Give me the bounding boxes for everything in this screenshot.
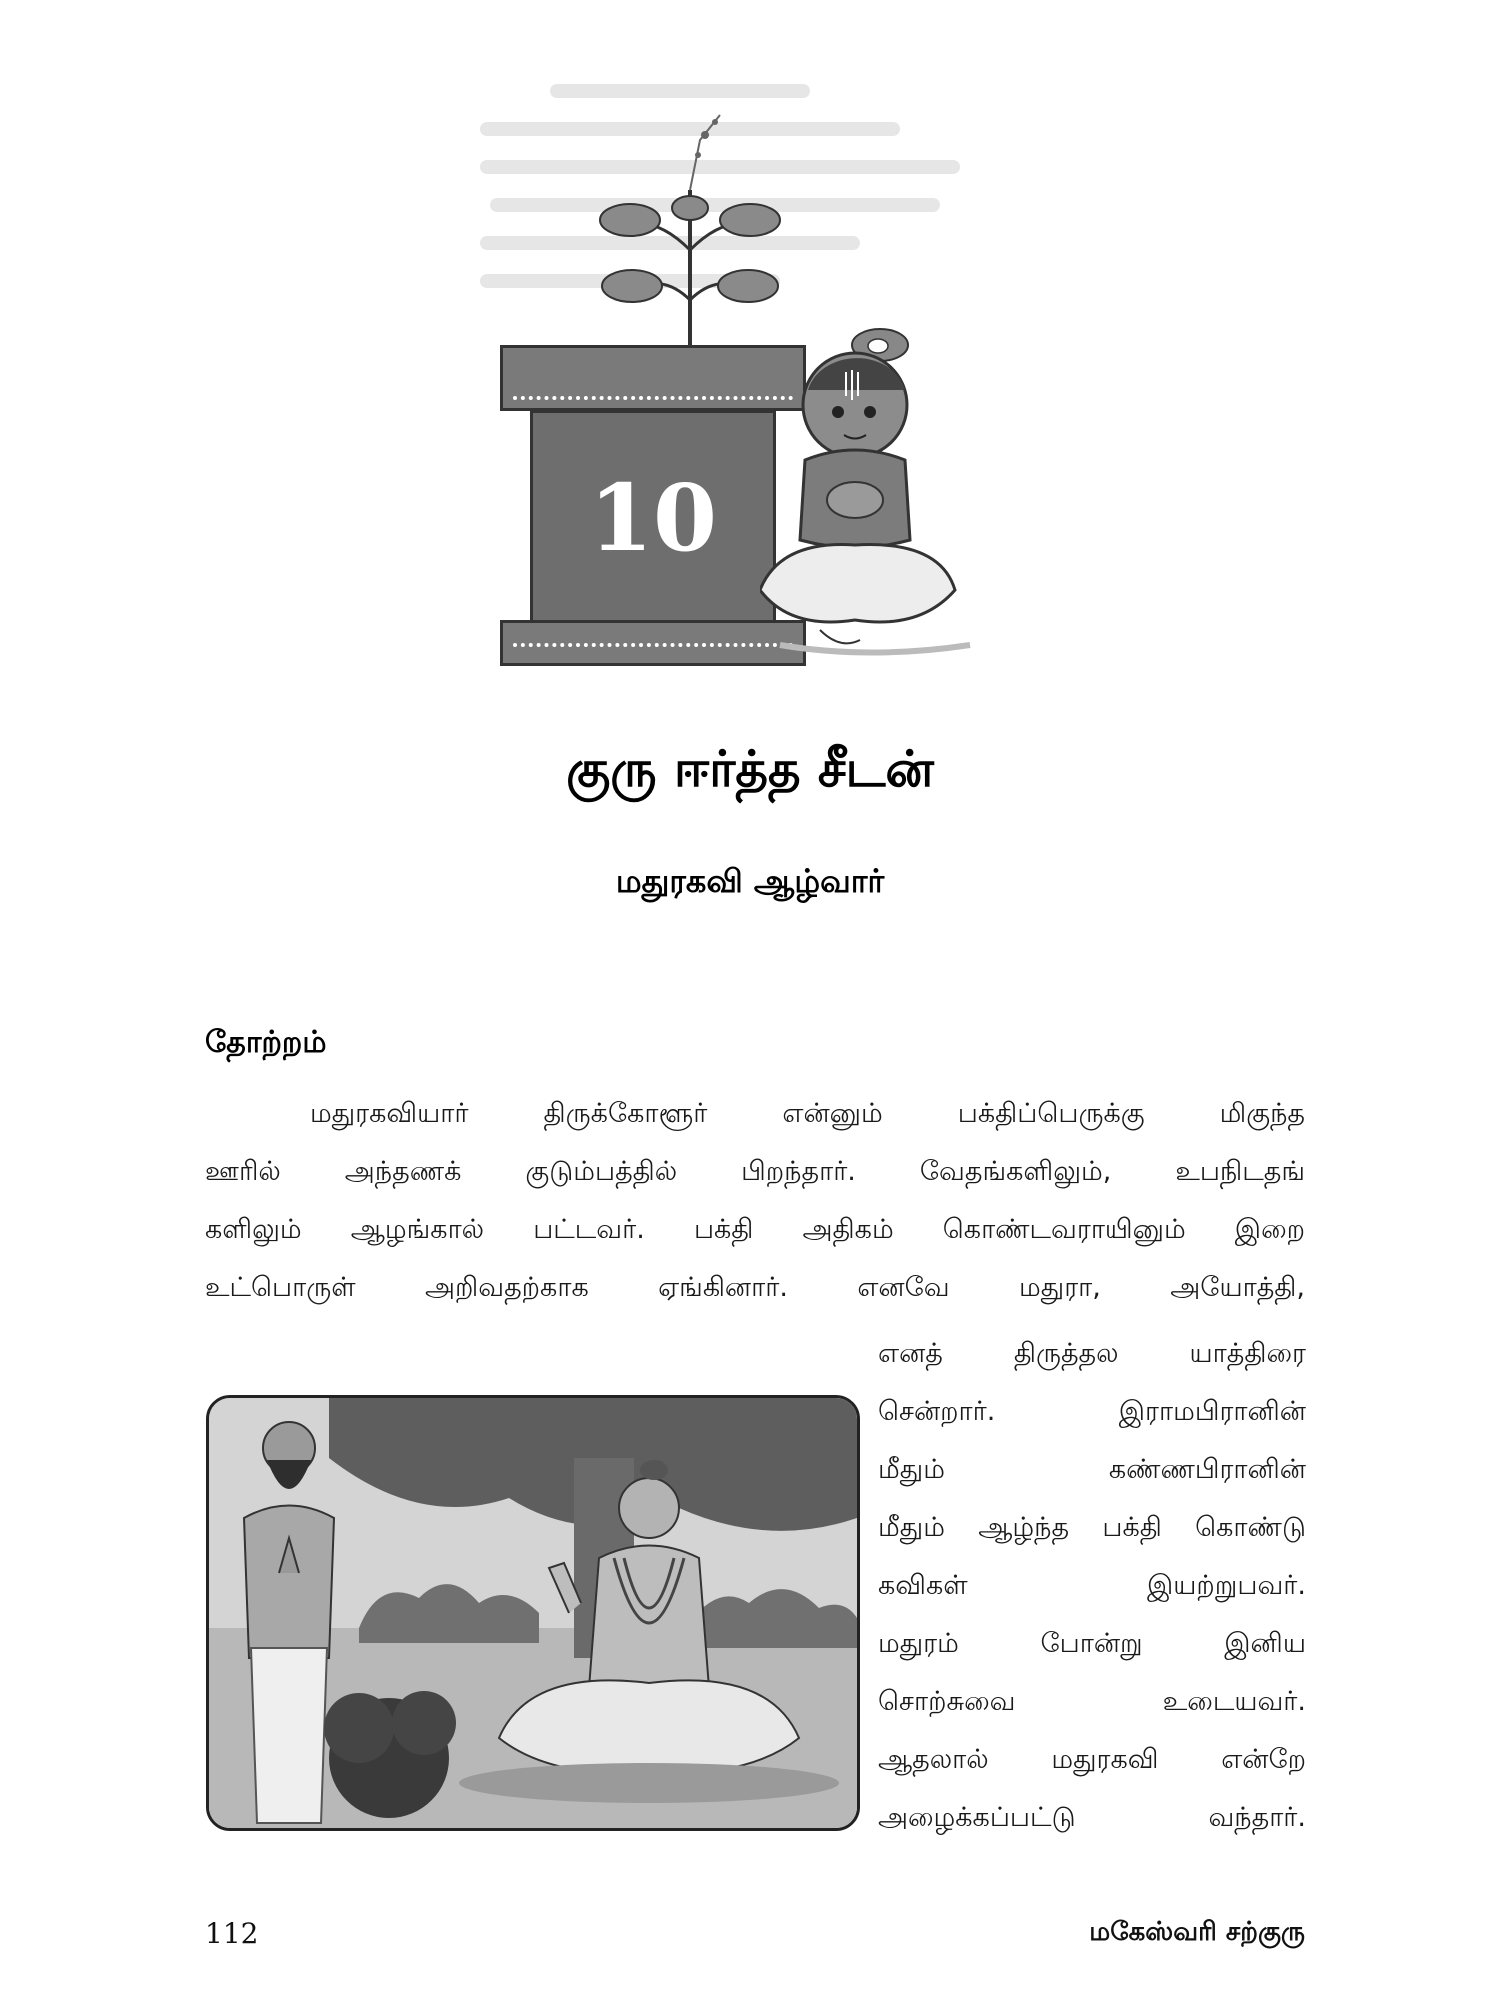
section-heading: தோற்றம் — [205, 1025, 327, 1060]
paragraph-line: மதுரம் போன்று இனிய — [878, 1628, 1306, 1659]
chapter-title: குரு ஈர்த்த சீடன் — [566, 740, 934, 798]
paragraph-right-column — [878, 1325, 1306, 1847]
paragraph-line: சொற்சுவை உடையவர். — [878, 1686, 1306, 1717]
paragraph-line: மதுரகவியார் திருக்கோளூர் என்னும் பக்திப்பெருக்கு மிகுந்த — [310, 1098, 1305, 1129]
two-saints-icon — [209, 1398, 857, 1828]
paragraph-line: கவிகள் இயற்றுபவர். — [878, 1570, 1306, 1601]
chapter-illustration — [480, 60, 1020, 660]
tulsi-pedestal — [500, 285, 800, 655]
chapter-subtitle: மதுரகவி ஆழ்வார் — [615, 862, 885, 900]
saints-photo — [206, 1395, 860, 1831]
paragraph-line: சென்றார். இராமபிரானின் — [878, 1396, 1306, 1427]
chapter-number: 10 — [588, 464, 718, 572]
page-number: 112 — [205, 1917, 259, 1950]
paragraph-line: உட்பொருள் அறிவதற்காக ஏங்கினார். எனவே மதுரா, அயோத்தி, — [205, 1272, 1305, 1303]
paragraph-line: மீதும் ஆழ்ந்த பக்தி கொண்டு — [878, 1512, 1306, 1543]
footer-author: மகேஸ்வரி சற்குரு — [1089, 1917, 1305, 1947]
child-krishna-icon — [760, 300, 1000, 660]
paragraph-line: எனத் திருத்தல யாத்திரை — [878, 1338, 1306, 1369]
paragraph-line: அழைக்கப்பட்டு வந்தார். — [878, 1802, 1306, 1833]
paragraph-line: மீதும் கண்ணபிரானின் — [878, 1454, 1306, 1485]
paragraph-full-width — [205, 1085, 1305, 1317]
paragraph-line: ஆதலால் மதுரகவி என்றே — [878, 1744, 1306, 1775]
paragraph-line: ஊரில் அந்தணக் குடும்பத்தில் பிறந்தார். வேதங்களிலும், உபநிடதங் — [205, 1156, 1305, 1187]
paragraph-line: களிலும் ஆழங்கால் பட்டவர். பக்தி அதிகம் கொண்டவராயினும் இறை — [205, 1214, 1305, 1245]
